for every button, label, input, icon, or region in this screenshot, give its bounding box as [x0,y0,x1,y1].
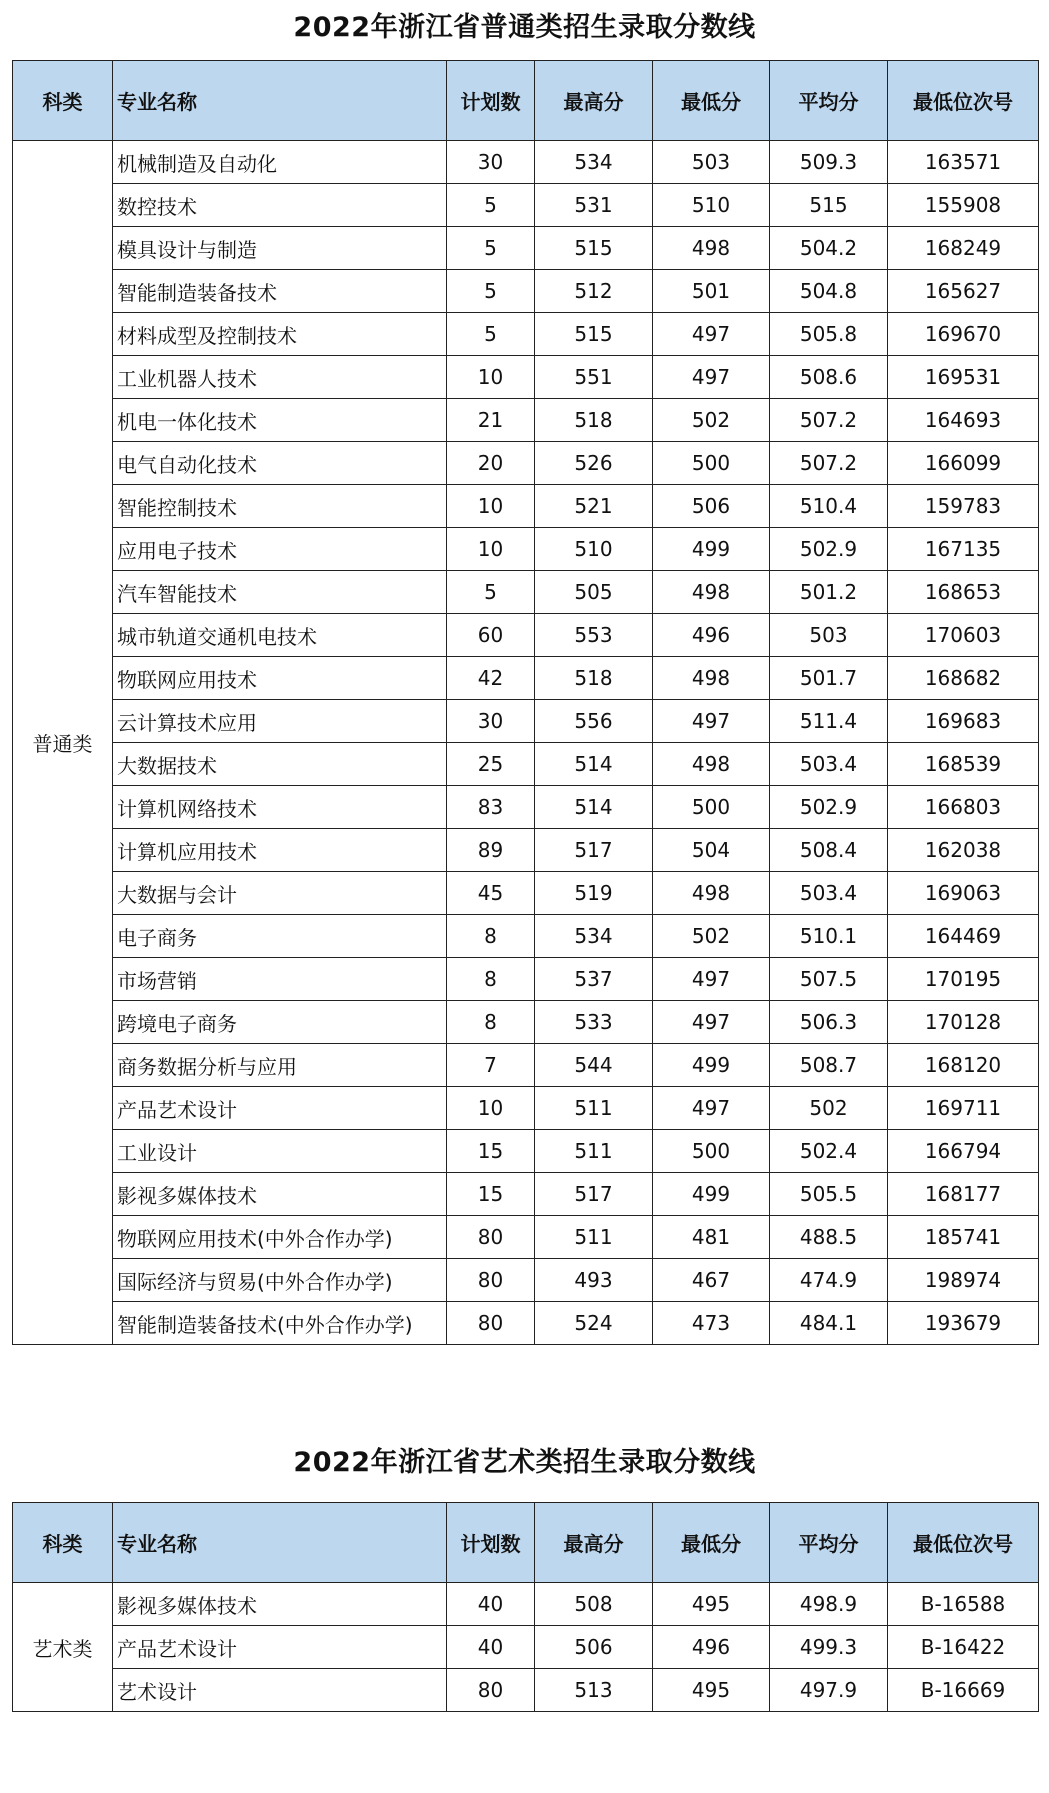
max-score-cell: 506 [535,1626,653,1669]
plan-count-cell: 80 [447,1302,535,1345]
major-name-cell: 大数据技术 [113,743,447,786]
avg-score-cell: 484.1 [770,1302,888,1345]
table-row [13,829,1039,872]
plan-count-cell: 40 [447,1583,535,1626]
table-row [13,184,1039,227]
plan-count-cell: 8 [447,915,535,958]
min-rank-cell: 163571 [888,141,1039,184]
table-row [13,915,1039,958]
min-rank-cell: 167135 [888,528,1039,571]
major-name-cell: 汽车智能技术 [113,571,447,614]
max-score-cell: 518 [535,657,653,700]
min-score-cell: 496 [653,1626,770,1669]
plan-count-cell: 30 [447,700,535,743]
category-cell: 普通类 [13,141,113,1345]
plan-count-cell: 10 [447,356,535,399]
min-rank-cell: 164693 [888,399,1039,442]
table-row [13,958,1039,1001]
plan-count-cell: 7 [447,1044,535,1087]
avg-score-cell: 508.4 [770,829,888,872]
major-name-cell: 市场营销 [113,958,447,1001]
plan-count-cell: 80 [447,1259,535,1302]
plan-count-cell: 21 [447,399,535,442]
plan-count-cell: 25 [447,743,535,786]
avg-score-cell: 488.5 [770,1216,888,1259]
min-score-cell: 501 [653,270,770,313]
plan-count-cell: 30 [447,141,535,184]
max-score-cell: 510 [535,528,653,571]
header-major: 专业名称 [113,1503,447,1583]
min-score-cell: 500 [653,786,770,829]
table-row [13,1001,1039,1044]
avg-score-cell: 507.5 [770,958,888,1001]
header-category: 科类 [13,1503,113,1583]
min-score-cell: 473 [653,1302,770,1345]
min-score-cell: 506 [653,485,770,528]
max-score-cell: 534 [535,141,653,184]
major-name-cell: 工业机器人技术 [113,356,447,399]
avg-score-cell: 504.2 [770,227,888,270]
plan-count-cell: 83 [447,786,535,829]
max-score-cell: 517 [535,1173,653,1216]
table-row [13,1130,1039,1173]
min-score-cell: 498 [653,872,770,915]
avg-score-cell: 510.1 [770,915,888,958]
table-row [13,442,1039,485]
min-score-cell: 502 [653,399,770,442]
plan-count-cell: 40 [447,1626,535,1669]
table-header-row [13,1503,1039,1583]
min-score-cell: 498 [653,571,770,614]
plan-count-cell: 10 [447,528,535,571]
avg-score-cell: 497.9 [770,1669,888,1712]
min-rank-cell: 170195 [888,958,1039,1001]
plan-count-cell: 80 [447,1216,535,1259]
max-score-cell: 512 [535,270,653,313]
max-score-cell: 524 [535,1302,653,1345]
table-row [13,356,1039,399]
min-score-cell: 497 [653,356,770,399]
avg-score-cell: 503 [770,614,888,657]
min-rank-cell: 169670 [888,313,1039,356]
plan-count-cell: 5 [447,270,535,313]
table-row [13,485,1039,528]
avg-score-cell: 502.9 [770,786,888,829]
major-name-cell: 产品艺术设计 [113,1626,447,1669]
admission-table-general [12,60,1039,1345]
header-min-rank: 最低位次号 [888,1503,1039,1583]
min-rank-cell: 168653 [888,571,1039,614]
min-score-cell: 497 [653,700,770,743]
avg-score-cell: 474.9 [770,1259,888,1302]
min-rank-cell: 185741 [888,1216,1039,1259]
major-name-cell: 应用电子技术 [113,528,447,571]
max-score-cell: 519 [535,872,653,915]
min-score-cell: 495 [653,1583,770,1626]
plan-count-cell: 5 [447,184,535,227]
min-rank-cell: 169683 [888,700,1039,743]
min-rank-cell: 170603 [888,614,1039,657]
avg-score-cell: 503.4 [770,743,888,786]
max-score-cell: 521 [535,485,653,528]
table-row [13,227,1039,270]
header-min-score: 最低分 [653,61,770,141]
major-name-cell: 物联网应用技术 [113,657,447,700]
avg-score-cell: 515 [770,184,888,227]
min-score-cell: 500 [653,442,770,485]
min-score-cell: 495 [653,1669,770,1712]
max-score-cell: 515 [535,227,653,270]
max-score-cell: 511 [535,1087,653,1130]
max-score-cell: 511 [535,1216,653,1259]
min-score-cell: 503 [653,141,770,184]
table-row [13,313,1039,356]
avg-score-cell: 502.4 [770,1130,888,1173]
max-score-cell: 544 [535,1044,653,1087]
min-rank-cell: 155908 [888,184,1039,227]
min-rank-cell: 193679 [888,1302,1039,1345]
max-score-cell: 515 [535,313,653,356]
max-score-cell: 493 [535,1259,653,1302]
table-header-row [13,61,1039,141]
max-score-cell: 556 [535,700,653,743]
category-cell: 艺术类 [13,1583,113,1712]
header-avg-score: 平均分 [770,61,888,141]
major-name-cell: 电子商务 [113,915,447,958]
table-row [13,786,1039,829]
min-rank-cell: 166099 [888,442,1039,485]
major-name-cell: 智能制造装备技术(中外合作办学) [113,1302,447,1345]
table-row [13,1044,1039,1087]
table-row [13,528,1039,571]
min-score-cell: 496 [653,614,770,657]
major-name-cell: 国际经济与贸易(中外合作办学) [113,1259,447,1302]
plan-count-cell: 10 [447,485,535,528]
major-name-cell: 物联网应用技术(中外合作办学) [113,1216,447,1259]
min-score-cell: 497 [653,1087,770,1130]
plan-count-cell: 5 [447,227,535,270]
avg-score-cell: 507.2 [770,442,888,485]
min-score-cell: 510 [653,184,770,227]
table-row [13,1583,1039,1626]
min-score-cell: 498 [653,743,770,786]
max-score-cell: 537 [535,958,653,1001]
min-rank-cell: 168539 [888,743,1039,786]
avg-score-cell: 511.4 [770,700,888,743]
max-score-cell: 514 [535,786,653,829]
min-score-cell: 504 [653,829,770,872]
major-name-cell: 商务数据分析与应用 [113,1044,447,1087]
avg-score-cell: 507.2 [770,399,888,442]
max-score-cell: 511 [535,1130,653,1173]
major-name-cell: 云计算技术应用 [113,700,447,743]
min-rank-cell: 162038 [888,829,1039,872]
table-row [13,1173,1039,1216]
max-score-cell: 518 [535,399,653,442]
avg-score-cell: 501.2 [770,571,888,614]
min-score-cell: 499 [653,1173,770,1216]
min-score-cell: 499 [653,528,770,571]
table-row [13,1216,1039,1259]
max-score-cell: 534 [535,915,653,958]
min-score-cell: 481 [653,1216,770,1259]
min-rank-cell: 168682 [888,657,1039,700]
major-name-cell: 机械制造及自动化 [113,141,447,184]
min-rank-cell: 168120 [888,1044,1039,1087]
major-name-cell: 影视多媒体技术 [113,1583,447,1626]
header-plan: 计划数 [447,61,535,141]
min-score-cell: 497 [653,1001,770,1044]
max-score-cell: 531 [535,184,653,227]
major-name-cell: 跨境电子商务 [113,1001,447,1044]
avg-score-cell: 504.8 [770,270,888,313]
major-name-cell: 材料成型及控制技术 [113,313,447,356]
min-rank-cell: 169531 [888,356,1039,399]
min-rank-cell: 168249 [888,227,1039,270]
max-score-cell: 533 [535,1001,653,1044]
plan-count-cell: 15 [447,1173,535,1216]
min-rank-cell: B-16588 [888,1583,1039,1626]
plan-count-cell: 5 [447,571,535,614]
table-row [13,571,1039,614]
header-max-score: 最高分 [535,1503,653,1583]
avg-score-cell: 501.7 [770,657,888,700]
min-score-cell: 498 [653,657,770,700]
min-score-cell: 497 [653,313,770,356]
major-name-cell: 艺术设计 [113,1669,447,1712]
major-name-cell: 机电一体化技术 [113,399,447,442]
header-min-score: 最低分 [653,1503,770,1583]
table-row [13,141,1039,184]
header-category: 科类 [13,61,113,141]
plan-count-cell: 20 [447,442,535,485]
avg-score-cell: 505.5 [770,1173,888,1216]
header-avg-score: 平均分 [770,1503,888,1583]
min-score-cell: 500 [653,1130,770,1173]
max-score-cell: 505 [535,571,653,614]
major-name-cell: 电气自动化技术 [113,442,447,485]
max-score-cell: 551 [535,356,653,399]
avg-score-cell: 508.6 [770,356,888,399]
min-rank-cell: 198974 [888,1259,1039,1302]
min-rank-cell: 166794 [888,1130,1039,1173]
plan-count-cell: 5 [447,313,535,356]
avg-score-cell: 499.3 [770,1626,888,1669]
major-name-cell: 智能制造装备技术 [113,270,447,313]
min-rank-cell: 169711 [888,1087,1039,1130]
major-name-cell: 数控技术 [113,184,447,227]
min-rank-cell: 168177 [888,1173,1039,1216]
max-score-cell: 514 [535,743,653,786]
avg-score-cell: 498.9 [770,1583,888,1626]
min-rank-cell: 169063 [888,872,1039,915]
plan-count-cell: 8 [447,1001,535,1044]
avg-score-cell: 502 [770,1087,888,1130]
major-name-cell: 计算机应用技术 [113,829,447,872]
table-row [13,1087,1039,1130]
min-rank-cell: 170128 [888,1001,1039,1044]
min-score-cell: 502 [653,915,770,958]
plan-count-cell: 10 [447,1087,535,1130]
major-name-cell: 产品艺术设计 [113,1087,447,1130]
min-score-cell: 499 [653,1044,770,1087]
header-plan: 计划数 [447,1503,535,1583]
plan-count-cell: 42 [447,657,535,700]
max-score-cell: 553 [535,614,653,657]
header-major: 专业名称 [113,61,447,141]
major-name-cell: 大数据与会计 [113,872,447,915]
avg-score-cell: 510.4 [770,485,888,528]
major-name-cell: 智能控制技术 [113,485,447,528]
table-row [13,872,1039,915]
min-rank-cell: 165627 [888,270,1039,313]
table-row [13,614,1039,657]
min-rank-cell: 164469 [888,915,1039,958]
avg-score-cell: 506.3 [770,1001,888,1044]
avg-score-cell: 509.3 [770,141,888,184]
table-row [13,743,1039,786]
max-score-cell: 508 [535,1583,653,1626]
plan-count-cell: 80 [447,1669,535,1712]
table-title-general: 2022年浙江省普通类招生录取分数线 [293,12,756,43]
table-row [13,700,1039,743]
plan-count-cell: 45 [447,872,535,915]
major-name-cell: 影视多媒体技术 [113,1173,447,1216]
plan-count-cell: 60 [447,614,535,657]
table-title-art: 2022年浙江省艺术类招生录取分数线 [293,1447,756,1478]
plan-count-cell: 89 [447,829,535,872]
table-row [13,657,1039,700]
max-score-cell: 513 [535,1669,653,1712]
min-score-cell: 467 [653,1259,770,1302]
table-row [13,1626,1039,1669]
major-name-cell: 模具设计与制造 [113,227,447,270]
max-score-cell: 526 [535,442,653,485]
min-score-cell: 497 [653,958,770,1001]
min-rank-cell: B-16669 [888,1669,1039,1712]
table-row [13,1259,1039,1302]
plan-count-cell: 15 [447,1130,535,1173]
min-rank-cell: 159783 [888,485,1039,528]
avg-score-cell: 502.9 [770,528,888,571]
min-score-cell: 498 [653,227,770,270]
table-row [13,1302,1039,1345]
table-row [13,399,1039,442]
major-name-cell: 工业设计 [113,1130,447,1173]
plan-count-cell: 8 [447,958,535,1001]
min-rank-cell: B-16422 [888,1626,1039,1669]
min-rank-cell: 166803 [888,786,1039,829]
avg-score-cell: 508.7 [770,1044,888,1087]
header-min-rank: 最低位次号 [888,61,1039,141]
header-max-score: 最高分 [535,61,653,141]
table-row [13,1669,1039,1712]
max-score-cell: 517 [535,829,653,872]
table-row [13,270,1039,313]
major-name-cell: 城市轨道交通机电技术 [113,614,447,657]
major-name-cell: 计算机网络技术 [113,786,447,829]
avg-score-cell: 503.4 [770,872,888,915]
admission-table-art [12,1502,1039,1712]
avg-score-cell: 505.8 [770,313,888,356]
